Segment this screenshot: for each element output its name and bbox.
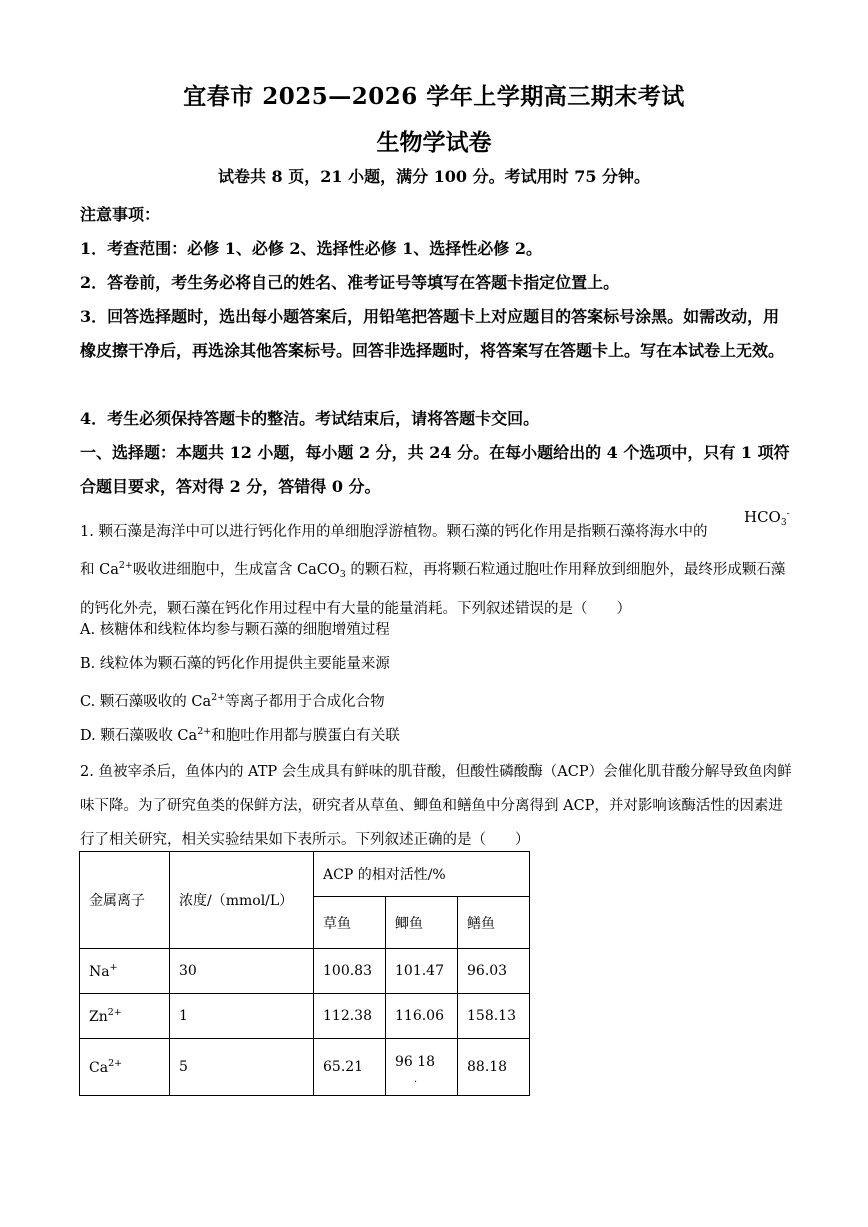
acp-activity-table	[79, 851, 530, 1096]
ion-cell: $Zn^{2+}$	[80, 994, 170, 1039]
value-cell: 88.18	[458, 1039, 530, 1096]
question-2: 2. 鱼被宰杀后，鱼体内的 ATP 会生成具有鲜味的肌苷酸，但酸性磷酸酶（ACP）会催化肌苷酸分解导致鱼肉鲜味下降。为了研究鱼类的保鲜方法，研究者从草鱼、鲫鱼和鳝鱼中分离得到 ACP，并对影响该酶活性的因素进行了相关研究，相关实验结果如下表所示。下列叙述正确的是（ ）	[80, 764, 792, 848]
conc-cell: 1	[170, 994, 314, 1039]
header-fish-grass-carp: 草鱼	[314, 897, 386, 949]
hco3-formula: $HCO_3^-$	[744, 508, 790, 528]
ion-cell: $Ca^{2+}$	[80, 1039, 170, 1096]
value-cell: 158.13	[458, 994, 530, 1039]
notice-item-1: 1．考查范围：必修 1、必修 2、选择性必修 1、选择性必修 2。	[80, 239, 542, 258]
value-cell: 112.38	[314, 994, 386, 1039]
q1-lead: 1. 颗石藻是海洋中可以进行钙化作用的单细胞浮游植物。颗石藻的钙化作用是指颗石藻将海水中的	[80, 524, 708, 540]
table-row	[80, 994, 530, 1039]
exam-meta: 试卷共 8 页，21 小题，满分 100 分。考试用时 75 分钟。	[217, 167, 651, 186]
notice-heading: 注意事项：	[80, 205, 161, 224]
table-row	[80, 1039, 530, 1096]
q1-option-a: A. 核糖体和线粒体均参与颗石藻的细胞增殖过程	[80, 622, 390, 638]
section-heading: 一、选择题：本题共 12 小题，每小题 2 分，共 24 分。在每小题给出的 4 个选项中，只有 1 项符合题目要求，答对得 2 分，答错得 0 分。	[80, 443, 790, 496]
value-cell: 65.21	[314, 1039, 386, 1096]
header-acp-activity: ACP 的相对活性/%	[314, 852, 530, 897]
conc-cell: 5	[170, 1039, 314, 1096]
question-1: 1. 颗石藻是海洋中可以进行钙化作用的单细胞浮游植物。颗石藻的钙化作用是指颗石藻将海水中的 和 $Ca^{2+}$吸收进细胞中，生成富含 CaCO$_3$ 的颗石粒，再将颗石粒通过胞吐作用释放到细胞外，最终形成颗石藻的钙化外壳，颗石藻在钙化作用过程中有大量的能量消耗。下列叙述错误的是（ ）	[80, 524, 786, 617]
conc-cell: 30	[170, 949, 314, 994]
header-metal-ion: 金属离子	[80, 852, 170, 949]
notice-item-2: 2．答卷前，考生务必将自己的姓名、准考证号等填写在答题卡指定位置上。	[80, 273, 620, 292]
q1-option-d: D. 颗石藻吸收 $Ca^{2+}$和胞吐作用都与膜蛋白有关联	[80, 726, 400, 744]
header-fish-crucian-carp: 鲫鱼	[386, 897, 458, 949]
value-cell: 101.47	[386, 949, 458, 994]
value-cell: 96.03	[458, 949, 530, 994]
exam-subject: 生物学试卷	[376, 129, 492, 156]
q1-option-c: C. 颗石藻吸收的 $Ca^{2+}$等离子都用于合成化合物	[80, 692, 385, 710]
notice-item-3: 3．回答选择题时，选出每小题答案后，用铅笔把答题卡上对应题目的答案标号涂黑。如需改动，用橡皮擦干净后，再选涂其他答案标号。回答非选择题时，将答案写在答题卡上。写在本试卷上无效。	[80, 307, 785, 360]
q1-option-b: B. 线粒体为颗石藻的钙化作用提供主要能量来源	[80, 656, 390, 672]
notice-item-4: 4．考生必须保持答题卡的整洁。考试结束后，请将答题卡交回。	[80, 409, 540, 428]
value-cell: 100.83	[314, 949, 386, 994]
value-cell: 116.06	[386, 994, 458, 1039]
header-concentration: 浓度/（mmol/L）	[170, 852, 314, 949]
header-fish-eel: 鳝鱼	[458, 897, 530, 949]
table-row	[80, 949, 530, 994]
value-cell: 96 18 ·	[386, 1039, 458, 1096]
exam-title: 宜春市 2025—2026 学年上学期高三期末考试	[183, 83, 685, 110]
ion-cell: Na+	[80, 949, 170, 994]
